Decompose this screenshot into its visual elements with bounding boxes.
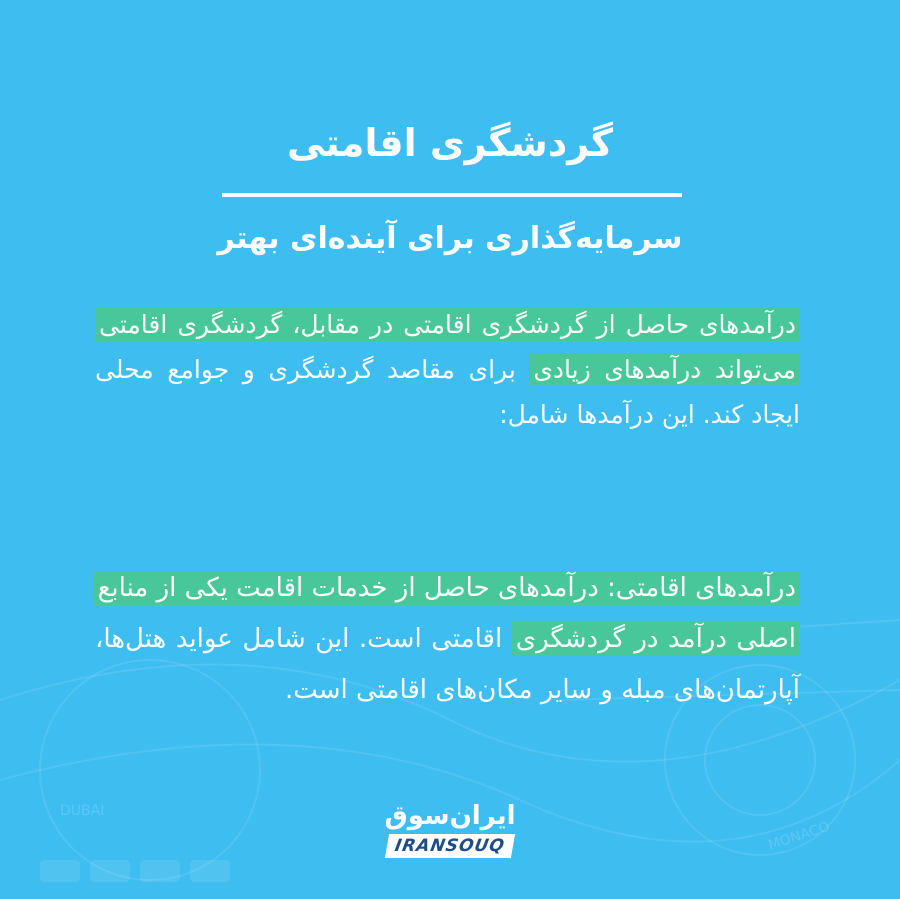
paragraph-text: اقامتی است. این شامل عواید هتل‌ها، آپارتمان‌های مبله و سایر مکان‌های اقامتی است. xyxy=(95,624,800,705)
page-subtitle: سرمایه‌گذاری برای آینده‌ای بهتر xyxy=(217,221,683,256)
paragraph-text: برای مقاصد گردشگری و جوامع محلی ایجاد کند. این درآمدها شامل: xyxy=(95,355,800,429)
title-divider xyxy=(222,193,682,197)
logo-latin-badge: IRANSOUQ xyxy=(385,834,515,858)
keyboard-key xyxy=(90,860,130,882)
highlighted-text: درآمدهای اقامتی: درآمدهای حاصل از خدمات اقامت یکی از منابع اصلی درآمد در گردشگری xyxy=(94,571,800,656)
paragraph-income-intro xyxy=(95,302,800,437)
keyboard-key xyxy=(190,860,230,882)
keyboard-key xyxy=(140,860,180,882)
keyboard-key xyxy=(40,860,80,882)
map-label-monaco: MONACO xyxy=(766,818,832,854)
page-title: گردشگری اقامتی xyxy=(286,121,614,165)
paragraph-accommodation-income xyxy=(95,563,800,716)
logo-persian-text: ایران‌سوق xyxy=(384,801,516,831)
brand-logo xyxy=(370,800,530,858)
map-label-dubai: DUBAI xyxy=(60,803,105,819)
highlighted-text: درآمدهای حاصل از گردشگری اقامتی در مقابل، گردشگری اقامتی می‌تواند درآمدهای زیادی xyxy=(95,308,800,386)
dial-inner-right xyxy=(705,705,815,815)
